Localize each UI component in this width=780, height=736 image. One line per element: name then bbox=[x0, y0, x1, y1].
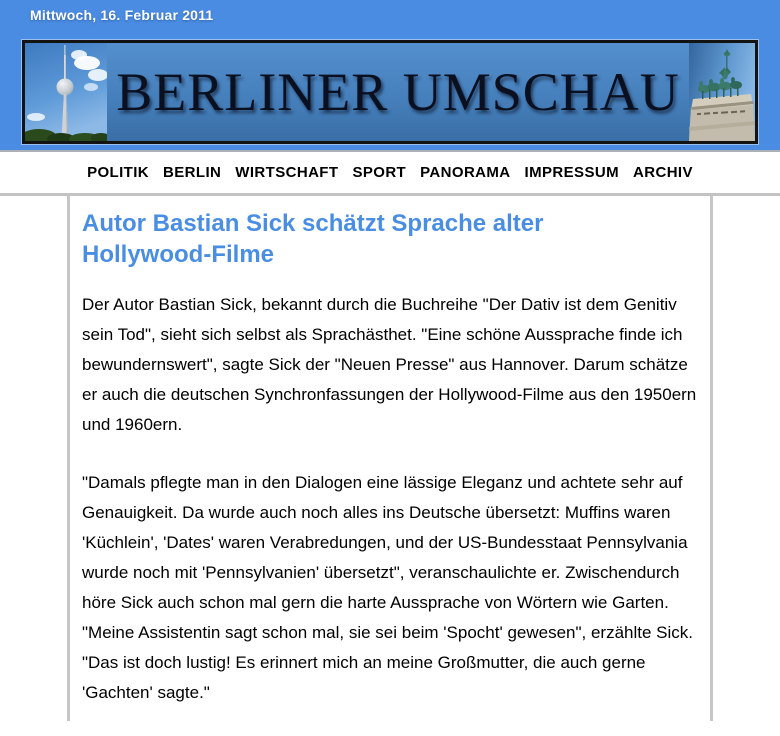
content-right-border bbox=[710, 196, 713, 721]
quadriga-photo bbox=[689, 43, 755, 141]
nav-item-panorama[interactable]: PANORAMA bbox=[420, 164, 511, 181]
nav-item-sport[interactable]: SPORT bbox=[352, 164, 407, 181]
article-paragraph: Der Autor Bastian Sick, bekannt durch die Buchreihe "Der Dativ ist dem Genitiv sein Tod", sieht sich selbst als Sprachästhet. "Eine schöne Aussprache finde ich bewundernswert", sagte Sick der "Neuen Presse" aus Hannover. Darum schätze er auch die deutschen Synchronfassungen der Hollywood-Filme aus den 1950ern und 1960ern. bbox=[82, 295, 697, 434]
main-nav bbox=[0, 152, 780, 193]
nav-item-archiv[interactable]: ARCHIV bbox=[633, 164, 693, 181]
masthead-logo[interactable] bbox=[22, 40, 758, 144]
article bbox=[70, 196, 710, 736]
masthead-banner bbox=[107, 43, 689, 141]
site-header bbox=[0, 0, 780, 150]
headline-line-2: Hollywood-Filme bbox=[82, 241, 274, 268]
article-paragraph: "Damals pflegte man in den Dialogen eine lässige Eleganz und achtete sehr auf Genauigkeit. Da wurde auch noch alles ins Deutsche übersetzt: Muffins waren 'Küchlein', 'Dates' waren Verabredungen, und der US-Bundesstaat Pennsylvania wurde noch mit 'Pennsylvanien' übersetzt", veranschaulichte er. Zwischendurch höre Sick auch schon mal gern die harte Aussprache von Wörtern wie Garten. "Meine Assistentin sagt schon mal, sie sei beim 'Spocht' gewesen", erzählte Sick. "Das ist doch lustig! Es erinnert mich an meine Großmutter, die auch gerne 'Gachten' sagte." bbox=[82, 473, 694, 702]
nav-item-impressum[interactable]: IMPRESSUM bbox=[524, 164, 619, 181]
content-area bbox=[0, 196, 780, 721]
fernsehturm-photo bbox=[25, 43, 107, 141]
nav-item-berlin[interactable]: BERLIN bbox=[163, 164, 222, 181]
article-headline bbox=[82, 208, 700, 270]
date-text: Mittwoch, 16. Februar 2011 bbox=[30, 7, 214, 23]
nav-item-politik[interactable]: POLITIK bbox=[87, 164, 150, 181]
nav-item-wirtschaft[interactable]: WIRTSCHAFT bbox=[235, 164, 339, 181]
masthead-title: BERLINER UMSCHAU bbox=[116, 62, 680, 122]
headline-line-1: Autor Bastian Sick schätzt Sprache alter bbox=[82, 210, 544, 237]
